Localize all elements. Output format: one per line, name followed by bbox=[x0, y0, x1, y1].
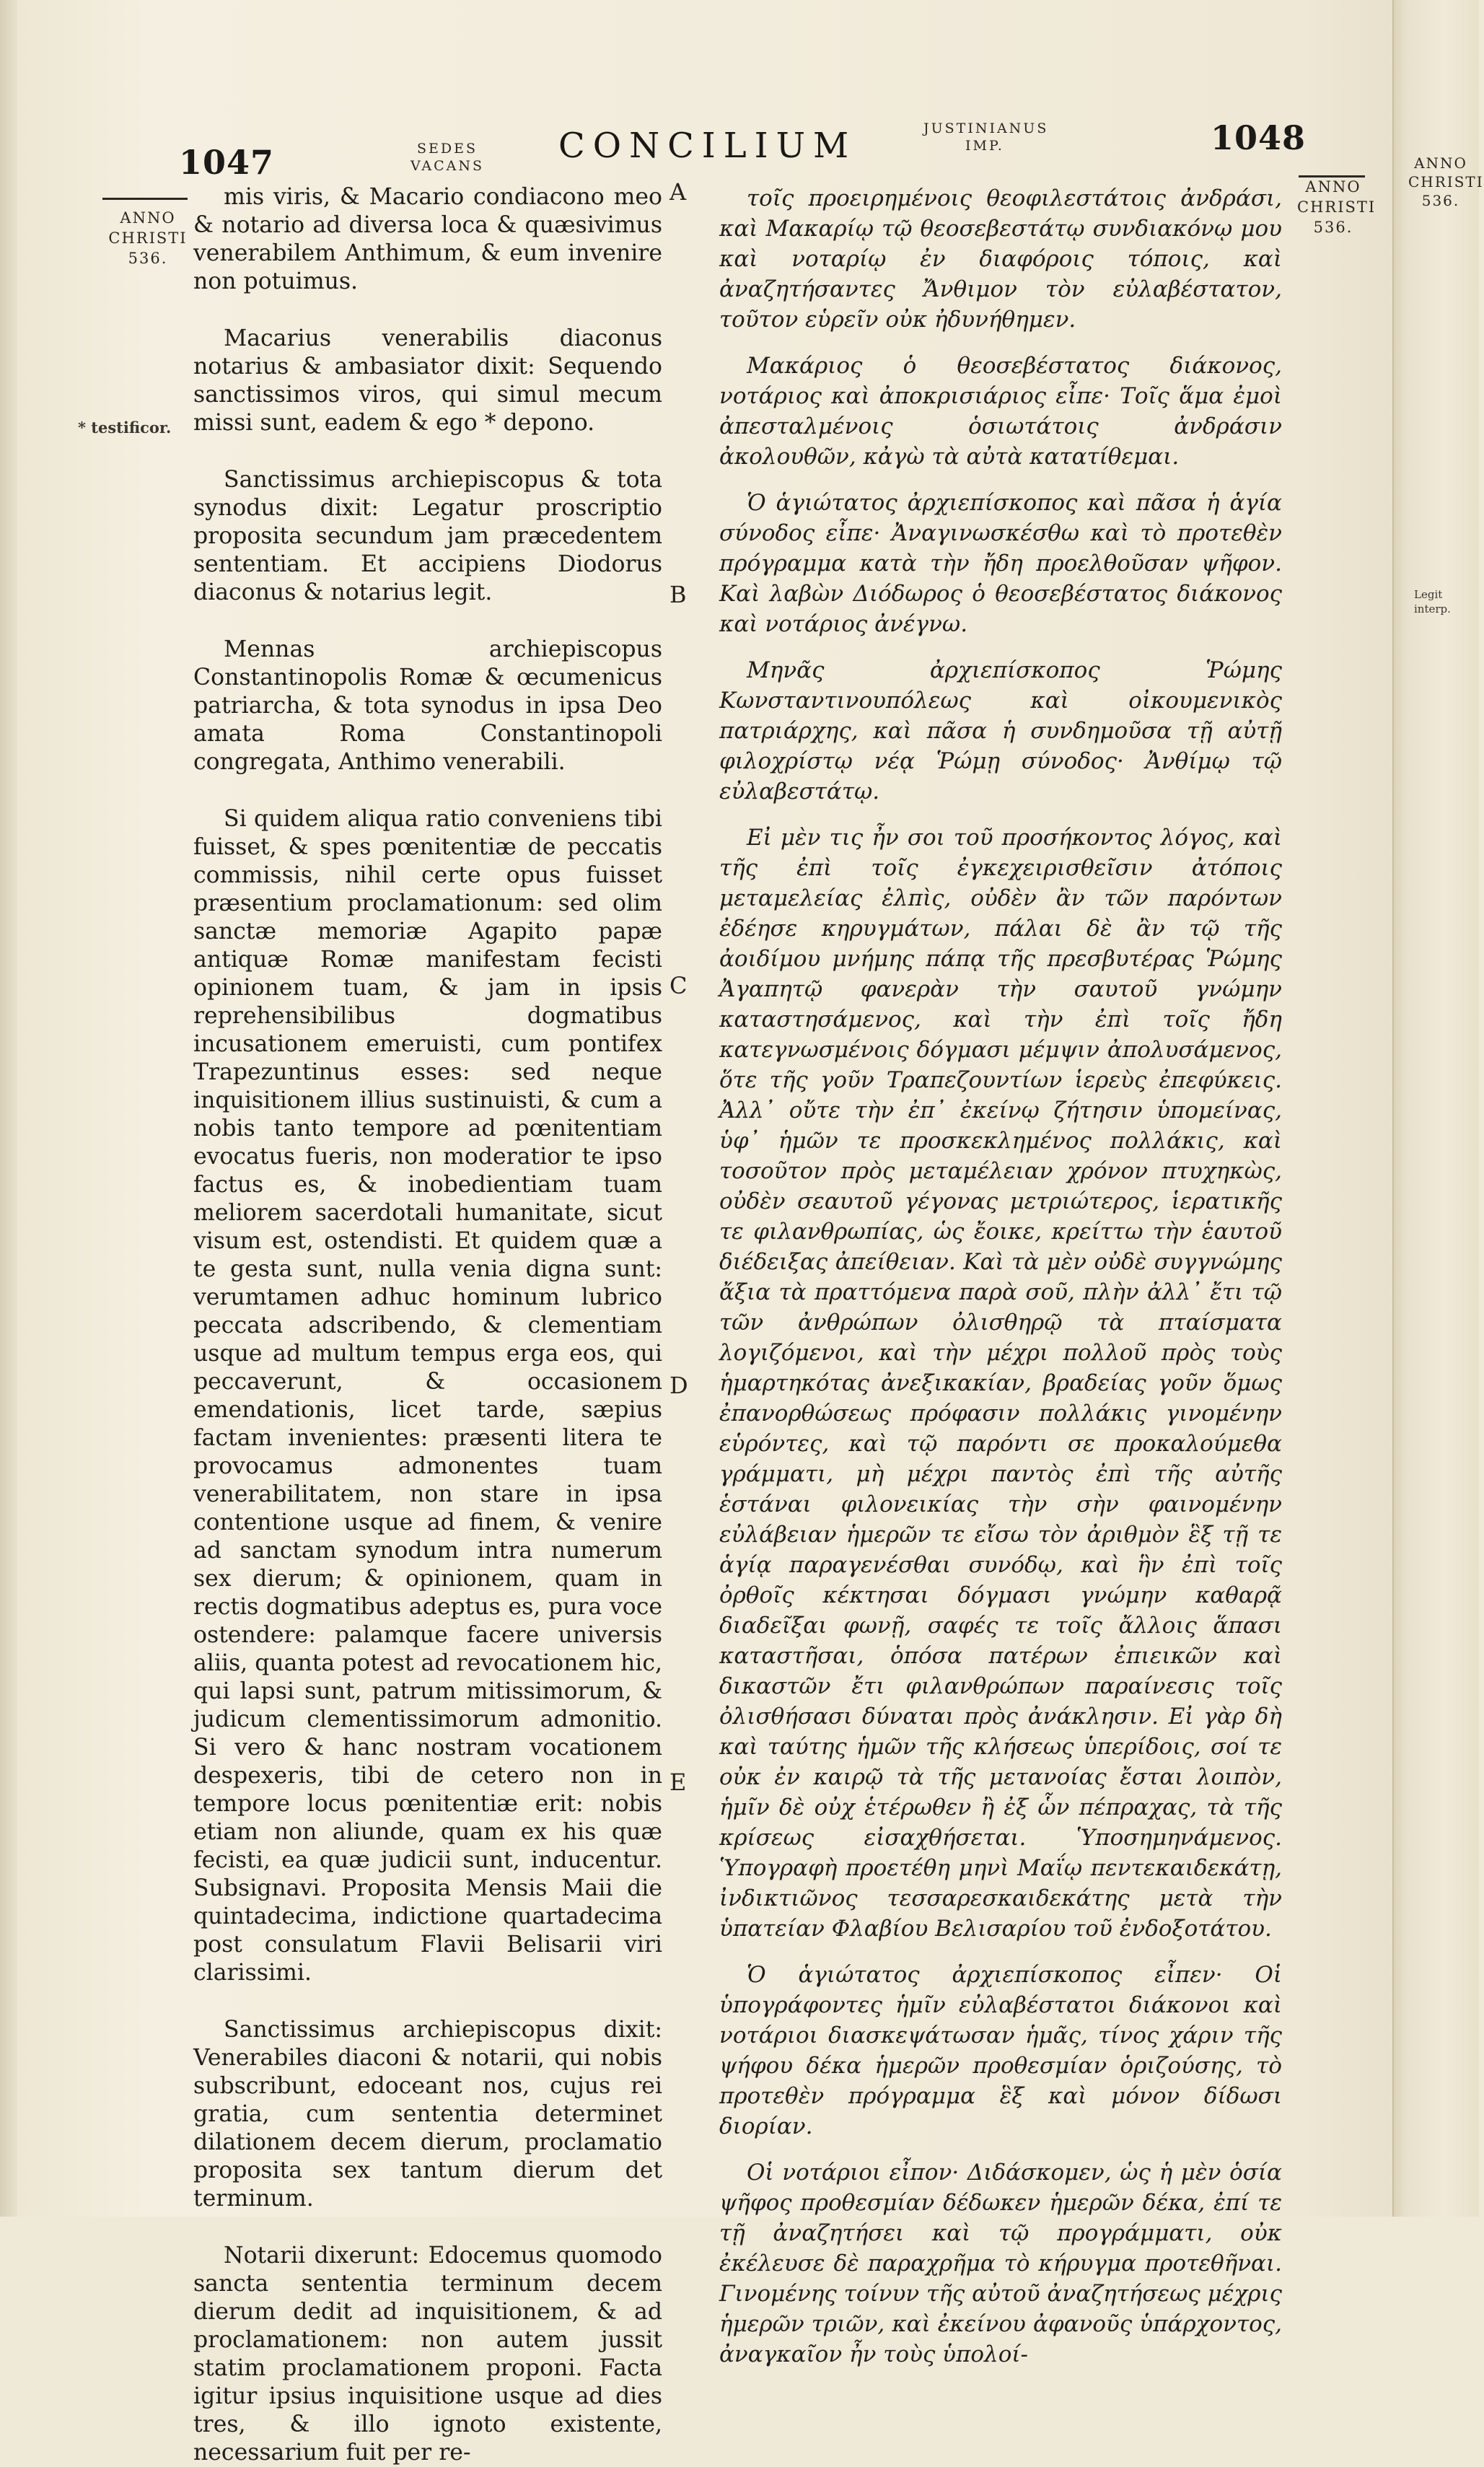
right-margin-year-note: ANNO CHRISTI 536. bbox=[1297, 178, 1377, 236]
left-page-number: 1047 bbox=[179, 143, 275, 182]
latin-paragraph: Si quidem aliqua ratio conveniens tibi fuisset, & spes pœnitentiæ de peccatis commissis, nihil certe opus fuisset præsentium proclamationum: sed olim sanctæ memoriæ Agapito papæ antiquæ Romæ manifestam fecisti opinionem tuam, & jam in ipsis reprehensibilibus dogmatibus incusationem emeruisti, cum pontifex Trapezuntinus esses: sed neque inquisitionem illius sustinuisti, & cum a nobis tanto tempore ad pœnitentiam evocatus fueris, non moderatior te ipso factus es, & inobedientiam tuam meliorem sacerdotali humanitate, sicut visum est, ostendisti. Et quidem quæ a te gesta sunt, nulla venia digna sunt: verumtamen adhuc hominum lubrico peccata adscribendo, & clementiam usque ad multum tempus erga eos, qui peccaverunt, & occasionem emendationis, licet tarde, sæpius factam invenientes: præsenti litera te provocamus admonentes tuam venerabilitatem, non stare in ipsa contentione usque ad finem, & venire ad sanctam synodum intra numerum sex dierum; & opinionem, quam in rectis dogmatibus adeptus es, pura voce ostendere: palamque facere universis aliis, quanta potest ad revocationem hic, qui lapsi sunt, patrum mitissimorum, & judicum clementissimorum admonitio. Si vero & hanc nostram vocationem despexeris, tibi de cetero non in tempore locus pœnitentiæ erit: nobis etiam non aliunde, quam ex his quæ fecisti, ea quæ judicii sunt, inducentur. Subsignavi. Proposita Mensis Maii die quintadecima, indictione quartadecima post consulatum Flavii Belisarii viri clarissimi. bbox=[193, 806, 662, 1986]
greek-paragraph: Ὁ ἁγιώτατος ἀρχιεπίσκοπος εἶπεν· Οἱ ὑπογράφοντες ἡμῖν εὐλαβέστατοι διάκονοι καὶ νοτάριοι διασκεψάτωσαν ἡμᾶς, τίνος χάριν τῆς ψήφου δέκα ἡμερῶν προθεσμίαν ὁριζούσης, τὸ προτεθὲν πρόγραμμα ἓξ καὶ μόνον δίδωσι διορίαν. bbox=[719, 1962, 1282, 2139]
greek-paragraph: Ὁ ἁγιώτατος ἀρχιεπίσκοπος καὶ πᾶσα ἡ ἁγία σύνοδος εἶπε· Ἀναγινωσκέσθω καὶ τὸ προτεθὲν πρόγραμμα κατὰ τὴν ἤδη προελθοῦσαν ψῆφον. Καὶ λαβὼν Διόδωρος ὁ θεοσεβέστατος διάκονος καὶ νοτάριος ἀνέγνω. bbox=[719, 490, 1282, 637]
section-marker-e: E bbox=[669, 1769, 687, 1796]
greek-paragraph: τοῖς προειρημένοις θεοφιλεστάτοις ἀνδράσι, καὶ Μακαρίῳ τῷ θεοσεβεστάτῳ συνδιακόνῳ μου καὶ νοταρίῳ ἐν διαφόροις τόποις, καὶ ἀναζητήσαντες Ἄνθιμον τὸν εὐλαβέστατον, τοῦτον εὑρεῖν οὐκ ἠδυνήθημεν. bbox=[719, 185, 1282, 333]
latin-paragraph: mis viris, & Macario condiacono meo & notario ad diversa loca & quæsivimus venerabilem Anthimum, & eum invenire non potuimus. bbox=[193, 184, 662, 294]
greek-paragraph: Μακάριος ὁ θεοσεβέστατος διάκονος, νοτάριος καὶ ἀποκρισιάριος εἶπε· Τοῖς ἅμα ἐμοὶ ἀπεσταλμένοις ὁσιωτάτοις ἀνδράσιν ἀκολουθῶν, κἀγὼ τὰ αὐτὰ κατατίθεμαι. bbox=[719, 353, 1282, 470]
latin-paragraph: Notarii dixerunt: Edocemus quomodo sancta sententia terminum decem dierum dedit ad inquisitionem, & ad proclamationem: non autem jussit statim proclamationem proponi. Facta igitur ipsius inquisitione usque ad dies tres, & illo ignoto existente, necessarium fuit per re- bbox=[193, 2243, 662, 2466]
right-header-note: JUSTINIANUS IMP. bbox=[923, 120, 1049, 154]
section-marker-c: C bbox=[669, 972, 688, 999]
running-title: CONCILIUM bbox=[558, 126, 857, 166]
right-page-number: 1048 bbox=[1211, 118, 1307, 157]
left-margin-year-note: ANNO CHRISTI 536. bbox=[108, 209, 188, 267]
latin-paragraph: Macarius venerabilis diaconus notarius & ambasiator dixit: Sequendo sanctissimos viros, qui simul mecum missi sunt, eadem & ego * depono. bbox=[193, 325, 662, 436]
greek-text-column bbox=[719, 183, 1282, 2367]
facing-page-side-note: Legit interp. bbox=[1414, 588, 1451, 615]
left-margin-rule bbox=[102, 198, 188, 200]
left-header-note: SEDES VACANS bbox=[410, 141, 485, 174]
latin-paragraph: Mennas archiepiscopus Constantinopolis Romæ & œcumenicus patriarcha, & tota synodus in ipsa Deo amata Roma Constantinopoli congregata, Anthimo venerabili. bbox=[193, 636, 662, 775]
section-marker-b: B bbox=[669, 581, 687, 608]
facing-page-edge bbox=[1392, 0, 1484, 2217]
left-side-note: * testificor. bbox=[78, 419, 172, 437]
latin-text-column bbox=[193, 183, 662, 2466]
greek-paragraph: Εἰ μὲν τις ἦν σοι τοῦ προσήκοντος λόγος, καὶ τῆς ἐπὶ τοῖς ἐγκεχειρισθεῖσιν ἀτόποις μεταμελείας ἐλπὶς, οὐδὲν ἂν τῶν παρόντων ἐδέησε κηρυγμάτων, πάλαι δὲ ἂν τῷ τῆς ἀοιδίμου μνήμης πάπᾳ τῆς πρεσβυτέρας Ῥώμης Ἀγαπητῷ φανερὰν τὴν σαυτοῦ γνώμην καταστησάμενος, καὶ τὴν ἐπὶ τοῖς ἤδη κατεγνωσμένοις δόγμασι μέμψιν ἀπολυσάμενος, ὅτε τῆς γοῦν Τραπεζουντίων ἱερεὺς ἐπεφύκεις. Ἀλλ᾽ οὔτε τὴν ἐπ᾽ ἐκείνῳ ζήτησιν ὑπομείνας, ὑφ᾽ ἡμῶν τε προσκεκλημένος πολλάκις, καὶ τοσοῦτον πρὸς μεταμέλειαν χρόνον πτυχηκὼς, οὐδὲν σεαυτοῦ γέγονας μετριώτερος, ἱερατικῆς τε φιλανθρωπίας, ὡς ἔοικε, κρείττω τὴν ἑαυτοῦ διέδειξας ἀπείθειαν. Καὶ τὰ μὲν οὐδὲ συγγνώμης ἄξια τὰ πραττόμενα παρὰ σοῦ, πλὴν ἀλλ᾽ ἔτι τῷ τῶν ἀνθρώπων ὀλισθηρῷ τὰ πταίσματα λογιζόμενοι, καὶ τὴν μέχρι πολλοῦ πρὸς τοὺς ἡμαρτηκότας ἀνεξικακίαν, βραδείας γοῦν ὅμως ἐπανορθώσεως πρόφασιν πολλάκις γινομένην εὑρόντες, καὶ τῷ παρόντι σε προκαλούμεθα γράμματι, μὴ μέχρι παντὸς ἐπὶ τῆς αὐτῆς ἑστάναι φιλονεικίας τὴν σὴν φαινομένην εὐλάβειαν ἡμερῶν τε εἴσω τὸν ἀριθμὸν ἓξ τῇ τε ἁγίᾳ παραγενέσθαι συνόδῳ, καὶ ἣν ἐπὶ τοῖς ὀρθοῖς κέκτησαι δόγμασι γνώμην καθαρᾷ διαδεῖξαι φωνῇ, σαφές τε τοῖς ἄλλοις ἅπασι καταστῆσαι, ὁπόσα πατέρων ἐπιεικῶν καὶ δικαστῶν ἔτι φιλανθρώπων παραίνεσις τοῖς ὀλισθήσασι δύναται πρὸς ἀνάκλησιν. Εἰ γὰρ δὴ καὶ ταύτης ἡμῶν τῆς κλήσεως ὑπερίδοις, σοί τε οὐκ ἐν καιρῷ τὰ τῆς μετανοίας ἔσται λοιπὸν, ἡμῖν δὲ οὐχ ἑτέρωθεν ἢ ἐξ ὧν πέπραχας, τὰ τῆς κρίσεως εἰσαχθήσεται. Ὑποσημηνάμενος. Ὑπογραφὴ προετέθη μηνὶ Μαΐῳ πεντεκαιδεκάτῃ, ἰνδικτιῶνος τεσσαρεσκαιδεκάτης μετὰ τὴν ὑπατείαν Φλαβίου Βελισαρίου τοῦ ἐνδοξοτάτου. bbox=[719, 825, 1282, 1942]
latin-paragraph: Sanctissimus archiepiscopus dixit: Venerabiles diaconi & notarii, qui nobis subscribunt, edoceant nos, cujus rei gratia, cum sententia determinet dilationem decem dierum, proclamatio proposita sex tantum dierum det terminum. bbox=[193, 2017, 662, 2212]
greek-paragraph: Μηνᾶς ἀρχιεπίσκοπος Ῥώμης Κωνσταντινουπόλεως καὶ οἰκουμενικὸς πατριάρχης, καὶ πᾶσα ἡ συνδημοῦσα τῇ αὐτῇ φιλοχρίστῳ νέᾳ Ῥώμῃ σύνοδος· Ἀνθίμῳ τῷ εὐλαβεστάτῳ. bbox=[719, 657, 1282, 805]
latin-paragraph: Sanctissimus archiepiscopus & tota synodus dixit: Legatur proscriptio proposita secundum jam præcedentem sententiam. Et accipiens Diodorus diaconus & notarius legit. bbox=[193, 467, 662, 605]
section-marker-a: A bbox=[669, 178, 687, 206]
section-marker-d: D bbox=[669, 1372, 688, 1399]
left-page-edge bbox=[0, 0, 17, 2217]
greek-paragraph: Οἱ νοτάριοι εἶπον· Διδάσκομεν, ὡς ἡ μὲν ὁσία ψῆφος προθεσμίαν δέδωκεν ἡμερῶν δέκα, ἐπί τε τῇ ἀναζητήσει καὶ τῷ προγράμματι, οὐκ ἐκέλευσε δὲ παραχρῆμα τὸ κήρυγμα προτεθῆναι. Γινομένης τοίνυν τῆς αὐτοῦ ἀναζητήσεως μέχρις ἡμερῶν τριῶν, καὶ ἐκείνου ἀφανοῦς ὑπάρχοντος, ἀναγκαῖον ἦν τοὺς ὑπολοί- bbox=[719, 2160, 1282, 2367]
facing-page-year-note: ANNO CHRISTI 536. bbox=[1408, 154, 1484, 209]
